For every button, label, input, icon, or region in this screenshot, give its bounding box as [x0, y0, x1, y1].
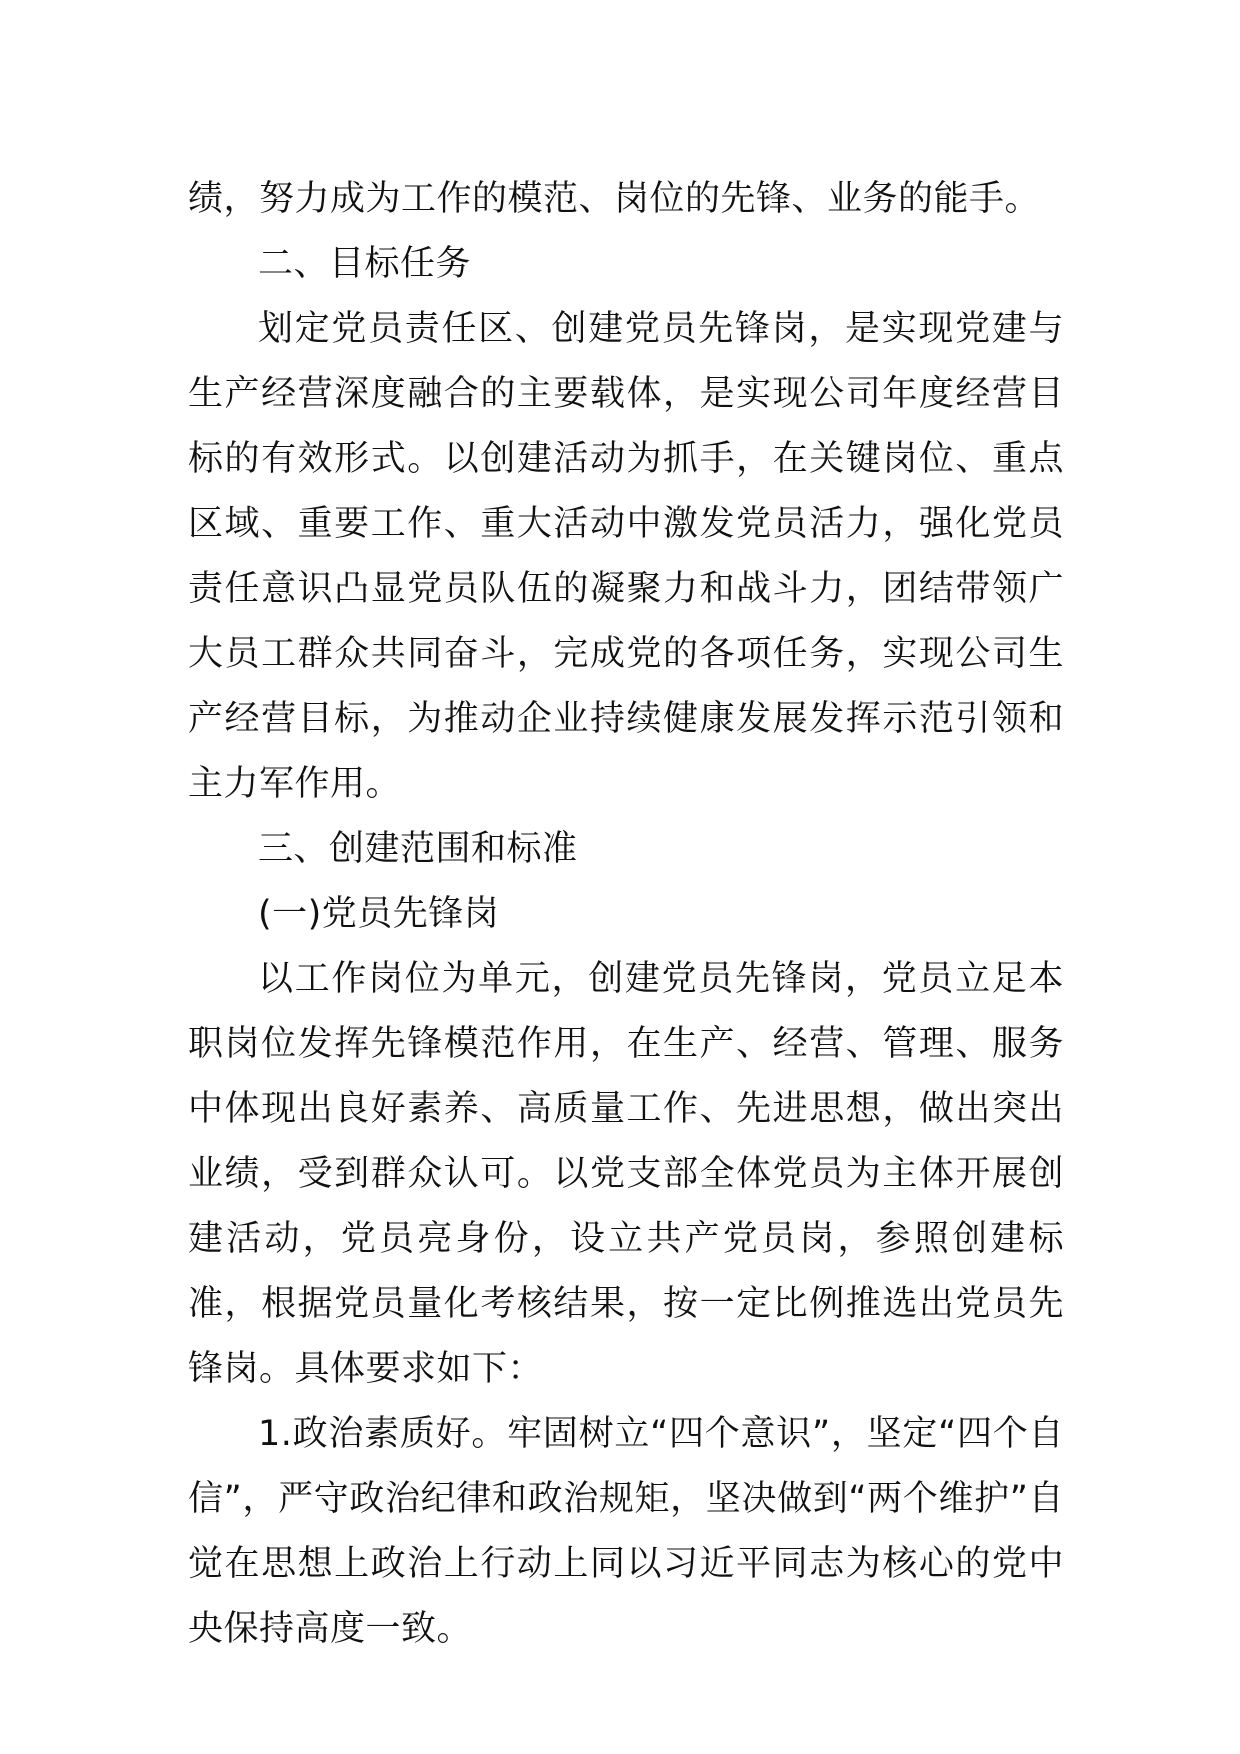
- document-body: [188, 167, 1064, 1662]
- section-heading-scope: 三、创建范围和标准: [258, 829, 578, 869]
- vanguard-post-paragraph: 以工作岗位为单元，创建党员先锋岗，党员立足本职岗位发挥先锋模范作用，在生产、经营、管理、服务中体现出良好素养、高质量工作、先进思想，做出突出业绩，受到群众认可。以党支部全体党员为主体开展创建活动，党员亮身份，设立共产党员岗，参照创建标准，根据党员量化考核结果，按一定比例推选出党员先锋岗。具体要求如下：: [188, 959, 1064, 1389]
- continuation-paragraph: 绩，努力成为工作的模范、岗位的先锋、业务的能手。: [188, 179, 1041, 219]
- section-heading-targets: 二、目标任务: [258, 244, 472, 284]
- targets-paragraph: 划定党员责任区、创建党员先锋岗，是实现党建与生产经营深度融合的主要载体，是实现公司年度经营目标的有效形式。以创建活动为抓手，在关键岗位、重点区域、重要工作、重大活动中激发党员活力，强化党员责任意识凸显党员队伍的凝聚力和战斗力，团结带领广大员工群众共同奋斗，完成党的各项任务，实现公司生产经营目标，为推动企业持续健康发展发挥示范引领和主力军作用。: [188, 309, 1064, 804]
- subsection-heading-vanguard-post: (一)党员先锋岗: [258, 894, 500, 934]
- requirement-item-1: 1.政治素质好。牢固树立“四个意识”，坚定“四个自信”，严守政治纪律和政治规矩，坚决做到“两个维护”自觉在思想上政治上行动上同以习近平同志为核心的党中央保持高度一致。: [188, 1414, 1064, 1649]
